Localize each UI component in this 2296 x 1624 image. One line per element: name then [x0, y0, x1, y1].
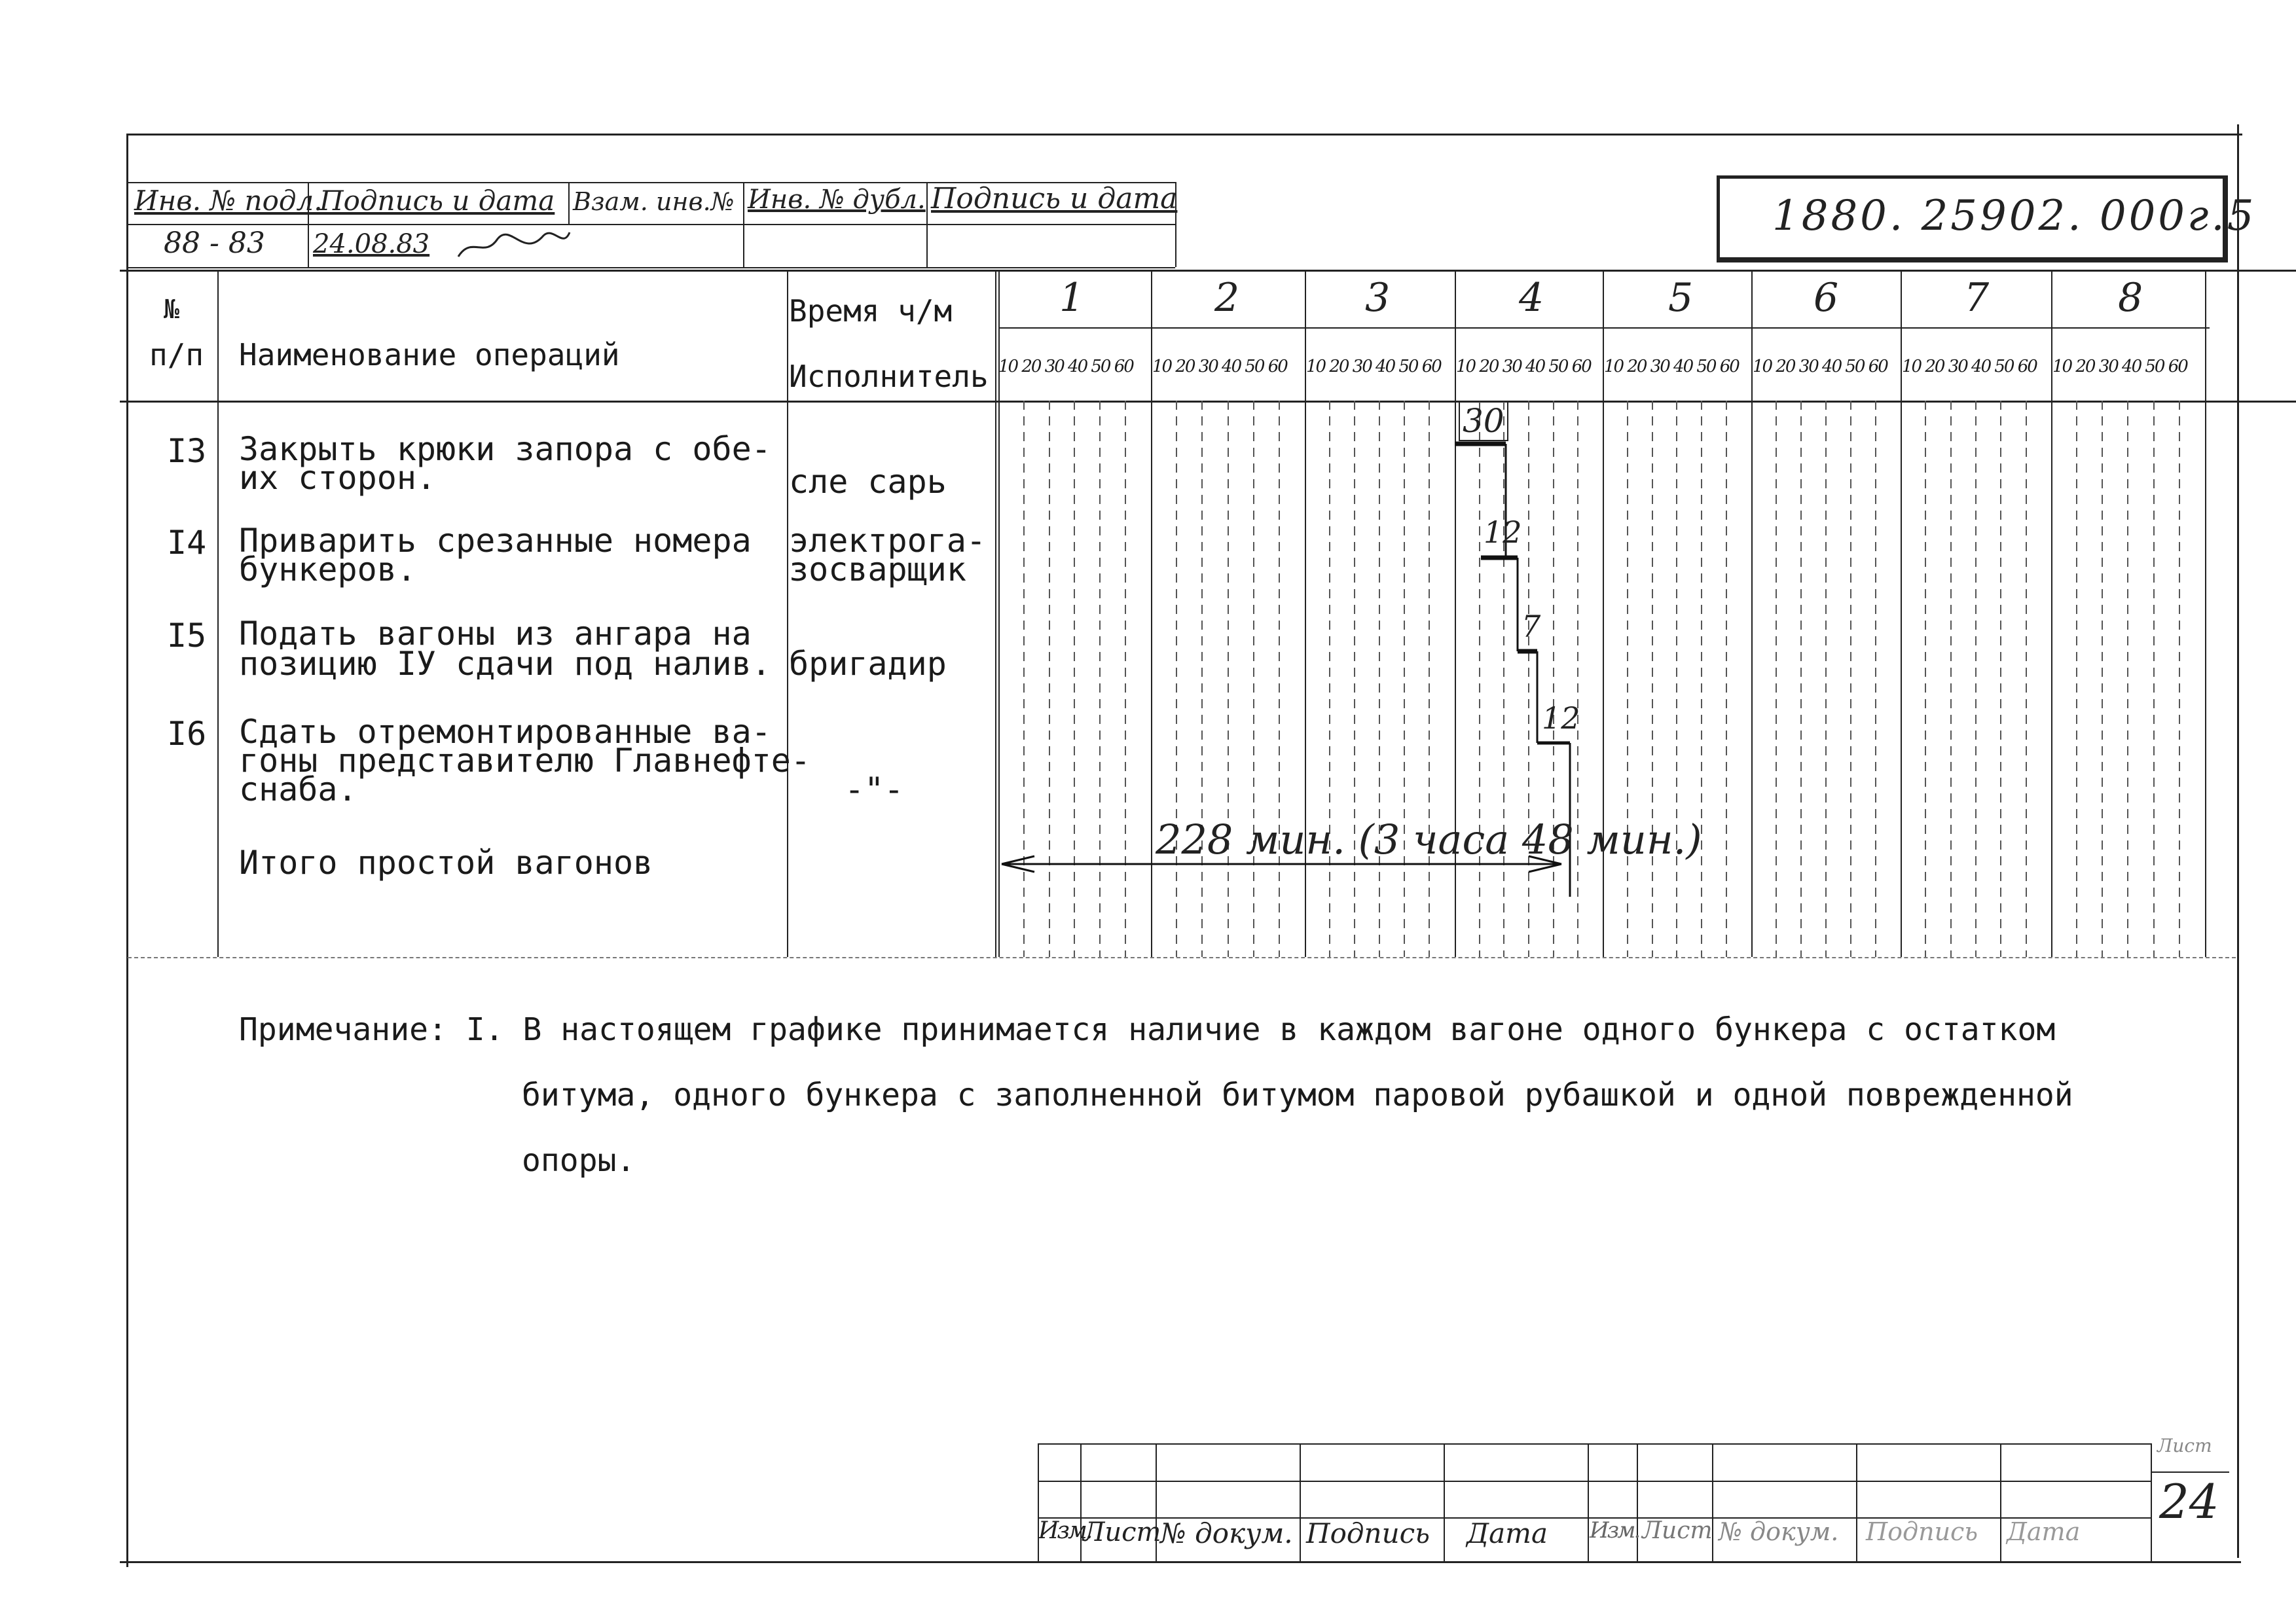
operation-name-line: позицию IУ сдачи под налив. [239, 645, 771, 683]
hour-label-2: 2 [1214, 275, 1240, 321]
title-block-line [1038, 1443, 2151, 1445]
hour-label-8: 8 [2118, 275, 2143, 321]
title-block-divider [2000, 1443, 2001, 1561]
hour-label-6: 6 [1813, 275, 1839, 321]
title-block-label: Лист [1083, 1517, 1161, 1547]
stamp-header-inv: Инв. № подл. [134, 185, 323, 217]
stamp-header-replace: Взам. инв.№ [573, 187, 735, 216]
operation-name-line: снаба. [239, 770, 357, 808]
row-number: I6 [167, 715, 207, 753]
total-label: Итого простой вагонов [239, 844, 653, 882]
title-block-label: Дата [1467, 1517, 1548, 1549]
sheet-number: 24 [2159, 1474, 2219, 1529]
minute-ticks-3: 10 20 30 40 50 60 [1306, 357, 1441, 376]
title-block-label: Изм. [1590, 1517, 1639, 1543]
col-divider-name [787, 270, 788, 957]
stamp-divider [743, 182, 744, 267]
stamp-header-sign: Подпись и дата [319, 185, 555, 217]
minute-ticks-1: 10 20 30 40 50 60 [998, 357, 1133, 376]
note-line: битума, одного бункера с заполненной битумом паровой рубашкой и одной поврежденной [522, 1077, 2073, 1113]
col-num-label-2: п/п [149, 337, 204, 372]
operation-name-line: Закрыть крюки запора с обе- [239, 430, 771, 468]
operation-name-line: бункеров. [239, 550, 416, 588]
operation-name-line: Приварить срезанные номера [239, 522, 752, 560]
executor: -"- [845, 770, 904, 808]
hour-boundary [2205, 270, 2206, 957]
executor: электрога- [789, 522, 987, 560]
hour-label-5: 5 [1668, 275, 1694, 321]
title-block-label: Изм. [1038, 1517, 1091, 1544]
executor: бригадир [789, 645, 947, 683]
frame-right-line [2237, 124, 2239, 1558]
table-header-bottom-line [120, 401, 2296, 403]
duration-label: 12 [1484, 514, 1522, 550]
hour-label-1: 1 [1059, 275, 1085, 321]
hour-label-3: 3 [1365, 275, 1391, 321]
title-block-divider [2151, 1443, 2152, 1561]
minute-ticks-8: 10 20 30 40 50 60 [2052, 357, 2187, 376]
title-block-divider [1856, 1443, 1857, 1561]
hours-row-line [998, 327, 2210, 329]
hour-label-7: 7 [1964, 275, 1990, 321]
duration-label: 12 [1542, 700, 1580, 736]
stamp-header-dup: Инв. № дубл. [748, 185, 926, 215]
title-block-label: № докум. [1160, 1517, 1293, 1549]
frame-left-line [126, 134, 128, 1567]
row-number: I5 [167, 617, 207, 655]
table-bottom-line [128, 957, 2236, 958]
col-divider-executor [995, 270, 996, 957]
title-block-divider [1444, 1443, 1445, 1561]
executor: зосварщик [789, 550, 966, 588]
title-block-divider [1300, 1443, 1301, 1561]
sheet-label: Лист [2157, 1435, 2212, 1456]
minute-ticks-2: 10 20 30 40 50 60 [1152, 357, 1287, 376]
col-divider-num [217, 270, 219, 957]
doc-code-box [1717, 175, 2257, 262]
col-time-label: Время ч/м [789, 293, 953, 329]
col-num-label: № [164, 295, 180, 325]
title-block-line [1038, 1481, 2151, 1482]
note-line: Примечание: I. В настоящем графике принимается наличие в каждом вагоне одного бункера с остатком [239, 1011, 2056, 1048]
frame-top-line [128, 134, 2242, 135]
title-block-label: Подпись [1306, 1517, 1430, 1549]
operation-name-line: их сторон. [239, 459, 437, 497]
title-block-label: Подпись [1866, 1517, 1978, 1546]
frame-bottom-line [120, 1561, 2241, 1563]
stamp-divider [926, 182, 928, 267]
operation-name-line: Сдать отремонтированные ва- [239, 713, 771, 751]
executor: сле сарь [789, 463, 947, 501]
total-duration-label: 228 мин. (3 часа 48 мин.) [1156, 816, 1702, 863]
title-block-label: № докум. [1719, 1517, 1839, 1546]
stamp-value-inv: 88 - 83 [164, 226, 265, 260]
minute-ticks-4: 10 20 30 40 50 60 [1456, 357, 1591, 376]
title-block-divider [1637, 1443, 1638, 1561]
table-top-line [120, 270, 2296, 272]
stamp-bottom-line [128, 267, 1175, 268]
row-number: I3 [167, 432, 207, 470]
title-block-divider [1588, 1443, 1589, 1561]
doc-code: 1880. 25902. 000г.5 [1772, 192, 2257, 240]
minute-ticks-6: 10 20 30 40 50 60 [1753, 357, 1887, 376]
duration-label: 7 [1522, 609, 1541, 644]
stamp-header-sign2: Подпись и дата [931, 182, 1178, 215]
title-block-label: Лист [1642, 1517, 1713, 1544]
title-block-label: Дата [2007, 1517, 2081, 1546]
stamp-mid-line [128, 224, 1175, 225]
minute-ticks-5: 10 20 30 40 50 60 [1604, 357, 1739, 376]
note-line: опоры. [522, 1142, 636, 1179]
operation-name-line: гоны представителю Главнефте- [239, 742, 811, 780]
col-executor-label: Исполнитель [789, 359, 989, 394]
minute-ticks-7: 10 20 30 40 50 60 [1902, 357, 2037, 376]
col-name-label: Наименование операций [239, 337, 620, 372]
row-number: I4 [167, 524, 207, 562]
hour-label-4: 4 [1519, 275, 1544, 321]
operation-name-line: Подать вагоны из ангара на [239, 615, 752, 653]
duration-label: 30 [1459, 401, 1508, 441]
stamp-divider [568, 182, 570, 224]
sheet-divider [2151, 1471, 2229, 1473]
stamp-value-date: 24.08.83 [313, 229, 430, 259]
